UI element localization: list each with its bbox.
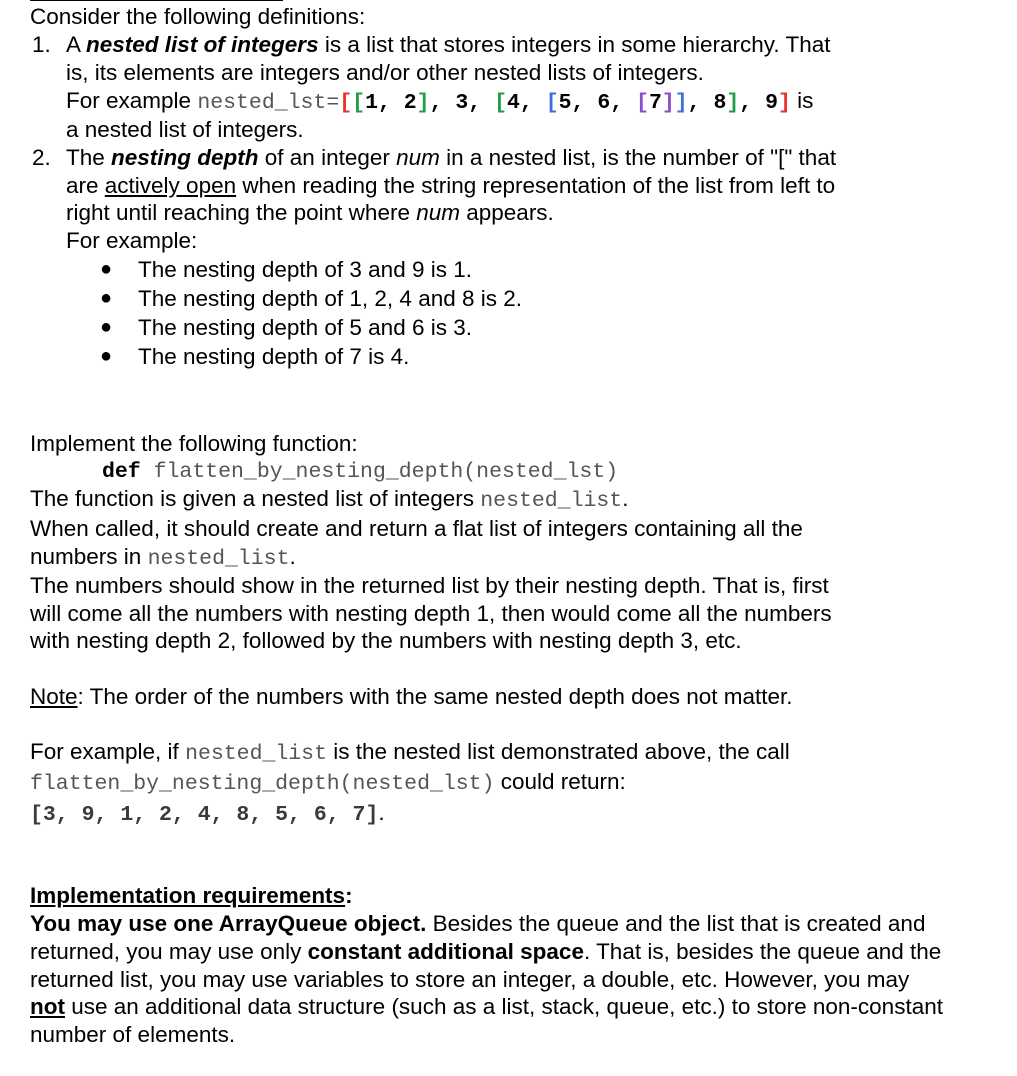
- example-l1-pre: For example, if: [30, 739, 186, 764]
- bullet-dot-icon: ●: [100, 316, 113, 338]
- def2-line2: [66, 172, 835, 200]
- example-list-token: 5, 6,: [558, 91, 637, 115]
- def2-line1: [66, 144, 836, 172]
- def1-example-pre: For example: [66, 88, 198, 113]
- example-list-token: ]: [661, 91, 675, 115]
- signature-rest: flatten_by_nesting_depth(nested_lst): [140, 460, 619, 484]
- def2-number: 2.: [32, 145, 51, 170]
- impl-p1-pre: The function is given a nested list of integers: [30, 486, 481, 511]
- top-border-line: [30, 0, 283, 1]
- def2-l2-underlined: actively open: [104, 173, 237, 198]
- def1-example-post: is: [790, 88, 814, 113]
- impl-p3-line1: The numbers should show in the returned list by their nesting depth. That is, first: [30, 573, 829, 598]
- example-list-token: [: [339, 91, 353, 115]
- example-l1-code: nested_list: [185, 742, 327, 766]
- req-line1: [30, 910, 925, 938]
- req-l2-bold: constant additional space: [307, 939, 584, 964]
- def1-example-code-name: nested_lst=: [197, 91, 340, 115]
- def2-l2-post: when reading the string representation of the list from left to: [236, 173, 836, 198]
- bullet-item: The nesting depth of 3 and 9 is 1.: [138, 257, 472, 282]
- req-l1-bold: You may use one ArrayQueue object.: [30, 911, 427, 936]
- bullet-dot-icon: ●: [100, 345, 113, 367]
- bullet-item: The nesting depth of 7 is 4.: [138, 344, 410, 369]
- impl-p3-line3: with nesting depth 2, followed by the numbers with nesting depth 3, etc.: [30, 628, 742, 653]
- impl-p2-post: .: [289, 544, 296, 569]
- bullet-dot-icon: ●: [100, 258, 113, 280]
- impl-intro: Implement the following function:: [30, 431, 358, 456]
- requirements-heading-text: Implementation requirements: [30, 883, 346, 908]
- impl-p2-line1: When called, it should create and return a flat list of integers containing all the: [30, 516, 803, 541]
- req-l1-post: Besides the queue and the list that is created and: [426, 911, 926, 936]
- example-list-token: [: [636, 91, 649, 115]
- def1-line1: [66, 31, 830, 59]
- req-line2: [30, 938, 941, 966]
- def2-term: nesting depth: [111, 145, 259, 170]
- def1-post: is a list that stores integers in some hierarchy. That: [318, 32, 831, 57]
- requirements-heading: [30, 882, 353, 910]
- def2-l3-var: num: [416, 200, 460, 225]
- note-text: : The order of the numbers with the same nested depth does not matter.: [77, 684, 793, 709]
- impl-p2-code: nested_list: [147, 547, 290, 571]
- req-line5: number of elements.: [30, 1022, 236, 1047]
- example-line2: [30, 768, 626, 799]
- def2-var: num: [396, 145, 440, 170]
- bullet-dot-icon: ●: [100, 287, 113, 309]
- def1-term: nested list of integers: [86, 32, 319, 57]
- example-list-token: 4,: [507, 91, 546, 115]
- req-l2-post: . That is, besides the queue and the: [583, 939, 942, 964]
- def2-mid: of an integer: [258, 145, 397, 170]
- example-result-post: .: [378, 800, 385, 825]
- def2-l3-post: appears.: [460, 200, 554, 225]
- function-signature: [102, 456, 618, 487]
- example-l2-post: could return:: [494, 769, 626, 794]
- example-line3: [30, 799, 385, 830]
- impl-p3-line2: will come all the numbers with nesting depth 1, then would come all the numbers: [30, 601, 832, 626]
- example-nested-list-code: [339, 91, 791, 115]
- req-l2-pre: returned, you may use only: [30, 939, 308, 964]
- req-l4-not: not: [30, 994, 65, 1019]
- def1-pre: A: [66, 32, 87, 57]
- def2-line4: For example:: [66, 228, 198, 253]
- example-list-token: ]: [416, 91, 430, 115]
- def1-example-line: [66, 87, 813, 118]
- impl-p1-post: .: [622, 486, 629, 511]
- example-list-token: , 9: [739, 91, 779, 115]
- example-list-token: , 3,: [429, 91, 495, 115]
- example-result-code: [3, 9, 1, 2, 4, 8, 5, 6, 7]: [30, 803, 379, 827]
- req-l4-post: use an additional data structure (such as a list, stack, queue, etc.) to store non-constant: [64, 994, 943, 1019]
- example-line1: [30, 738, 790, 769]
- example-list-token: 1, 2: [365, 91, 417, 115]
- example-list-token: [: [352, 91, 366, 115]
- example-list-token: [: [494, 91, 507, 115]
- example-list-token: [: [545, 91, 559, 115]
- req-line4: [30, 993, 943, 1021]
- example-list-token: ]: [726, 91, 740, 115]
- example-call-code: flatten_by_nesting_depth(nested_lst): [30, 772, 495, 796]
- note-label: Note: [30, 684, 78, 709]
- example-list-token: ]: [778, 91, 791, 115]
- impl-p1: [30, 485, 628, 516]
- def2-pre: The: [66, 145, 112, 170]
- def1-number: 1.: [32, 32, 51, 57]
- impl-p1-code: nested_list: [480, 489, 623, 513]
- example-l1-post: is the nested list demonstrated above, the call: [327, 739, 790, 764]
- def2-l2-pre: are: [66, 173, 105, 198]
- example-list-token: , 8: [687, 91, 727, 115]
- example-list-token: ]: [674, 91, 688, 115]
- def-keyword: def: [102, 460, 141, 484]
- impl-p2-line2: [30, 543, 296, 574]
- example-list-token: 7: [648, 91, 662, 115]
- bullet-item: The nesting depth of 5 and 6 is 3.: [138, 315, 472, 340]
- bullet-item: The nesting depth of 1, 2, 4 and 8 is 2.: [138, 286, 523, 311]
- def1-line4: a nested list of integers.: [66, 117, 304, 142]
- def2-l3-pre: right until reaching the point where: [66, 200, 417, 225]
- impl-p2-pre: numbers in: [30, 544, 148, 569]
- def2-line3: [66, 199, 554, 227]
- intro-text: Consider the following definitions:: [30, 4, 366, 29]
- def1-line2: is, its elements are integers and/or other nested lists of integers.: [66, 60, 704, 85]
- note-line: [30, 683, 793, 711]
- req-line3: returned list, you may use variables to store an integer, a double, etc. However, you may: [30, 967, 910, 992]
- def2-post: in a nested list, is the number of "[" that: [439, 145, 837, 170]
- requirements-colon: :: [345, 883, 353, 908]
